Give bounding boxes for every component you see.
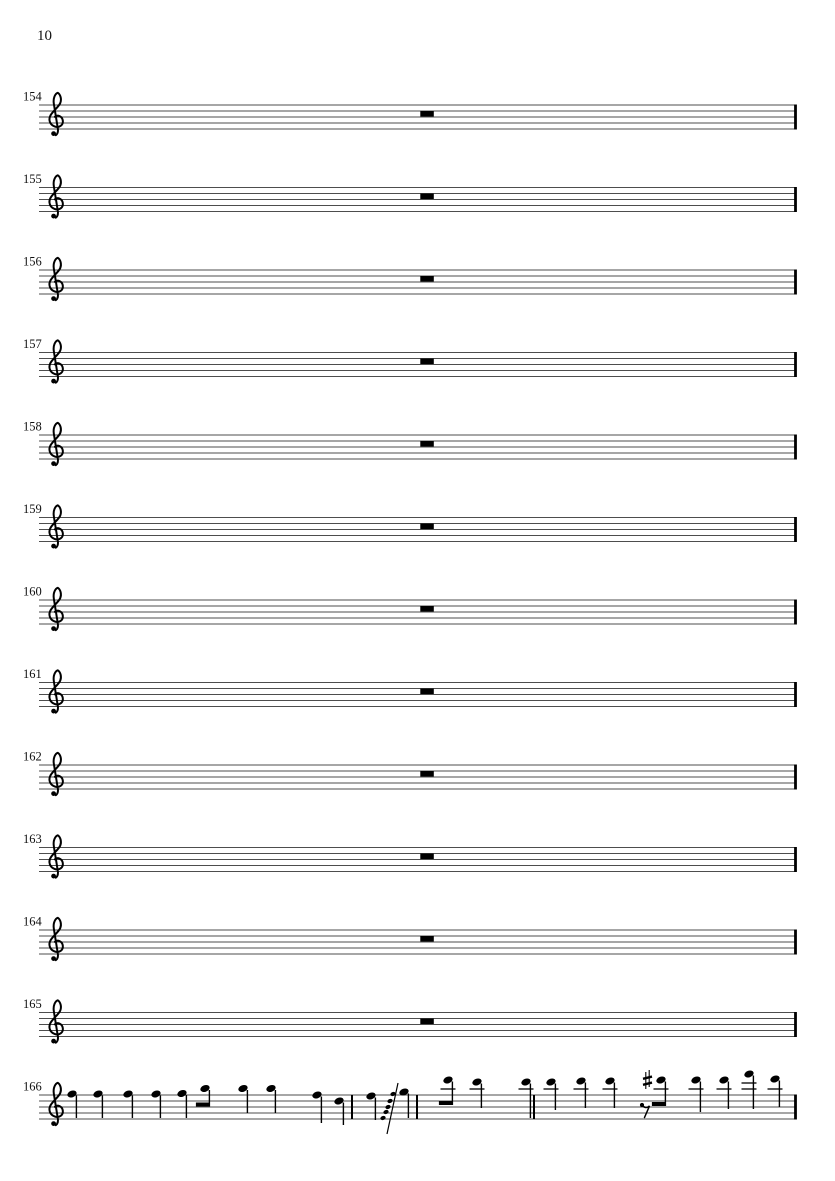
whole-rest — [420, 606, 434, 612]
note — [176, 1089, 187, 1118]
staff-row-162 — [23, 750, 796, 797]
measure-number: 157 — [23, 337, 42, 351]
measure-number: 166 — [23, 1079, 42, 1094]
note — [717, 1075, 732, 1109]
grace-note — [383, 1109, 389, 1115]
note — [470, 1077, 485, 1108]
note — [519, 1077, 534, 1118]
staff-row-157 — [23, 337, 796, 384]
whole-rest — [420, 689, 434, 695]
note — [122, 1089, 133, 1118]
note — [365, 1091, 376, 1120]
grace-note — [380, 1115, 386, 1121]
staff-row-158 — [23, 420, 796, 467]
staff-row-159 — [23, 502, 796, 549]
flag-stub — [652, 1102, 666, 1106]
measure-number: 162 — [23, 749, 42, 764]
note — [265, 1084, 276, 1113]
whole-rest — [420, 771, 434, 777]
whole-rest — [420, 854, 434, 860]
whole-rest — [420, 1019, 434, 1025]
grace-note — [385, 1104, 391, 1110]
whole-rest — [420, 359, 434, 365]
note — [92, 1089, 103, 1118]
whole-rest — [420, 276, 434, 282]
staff-row-154 — [23, 90, 796, 137]
note — [574, 1076, 589, 1108]
staff-row-165 — [23, 997, 796, 1044]
measure-number: 161 — [23, 667, 42, 681]
note — [237, 1084, 248, 1113]
measure-number: 155 — [23, 172, 42, 186]
page-number: 10 — [37, 28, 52, 44]
staff-row-166 — [23, 1069, 796, 1134]
note — [544, 1077, 559, 1110]
sharp-icon — [643, 1070, 652, 1089]
flag-stub — [439, 1101, 453, 1105]
note — [603, 1076, 618, 1108]
measure-number: 159 — [23, 502, 42, 516]
note — [768, 1074, 783, 1107]
note — [150, 1089, 161, 1118]
note — [66, 1089, 77, 1118]
measure-number: 158 — [23, 419, 42, 434]
whole-rest — [420, 194, 434, 200]
whole-rest — [420, 524, 434, 530]
measure-number: 154 — [23, 89, 42, 104]
measure-number: 160 — [23, 584, 42, 599]
grace-run — [380, 1083, 398, 1134]
staff-row-156 — [23, 255, 796, 302]
grace-note — [387, 1098, 393, 1104]
whole-rest — [420, 111, 434, 117]
measure-number: 156 — [23, 254, 42, 269]
measure-number: 163 — [23, 832, 42, 846]
staff-row-163 — [23, 832, 796, 879]
note — [742, 1069, 757, 1109]
measure-number: 164 — [23, 914, 42, 929]
staff-row-161 — [23, 667, 796, 714]
staff-row-164 — [23, 915, 796, 962]
flag-stub — [196, 1103, 210, 1107]
staff-row-160 — [23, 585, 796, 632]
whole-rest — [420, 936, 434, 942]
staff-row-155 — [23, 172, 796, 219]
measure-number: 165 — [23, 997, 42, 1011]
eighth-rest — [640, 1103, 650, 1118]
note — [333, 1096, 344, 1125]
whole-rest — [420, 441, 434, 447]
